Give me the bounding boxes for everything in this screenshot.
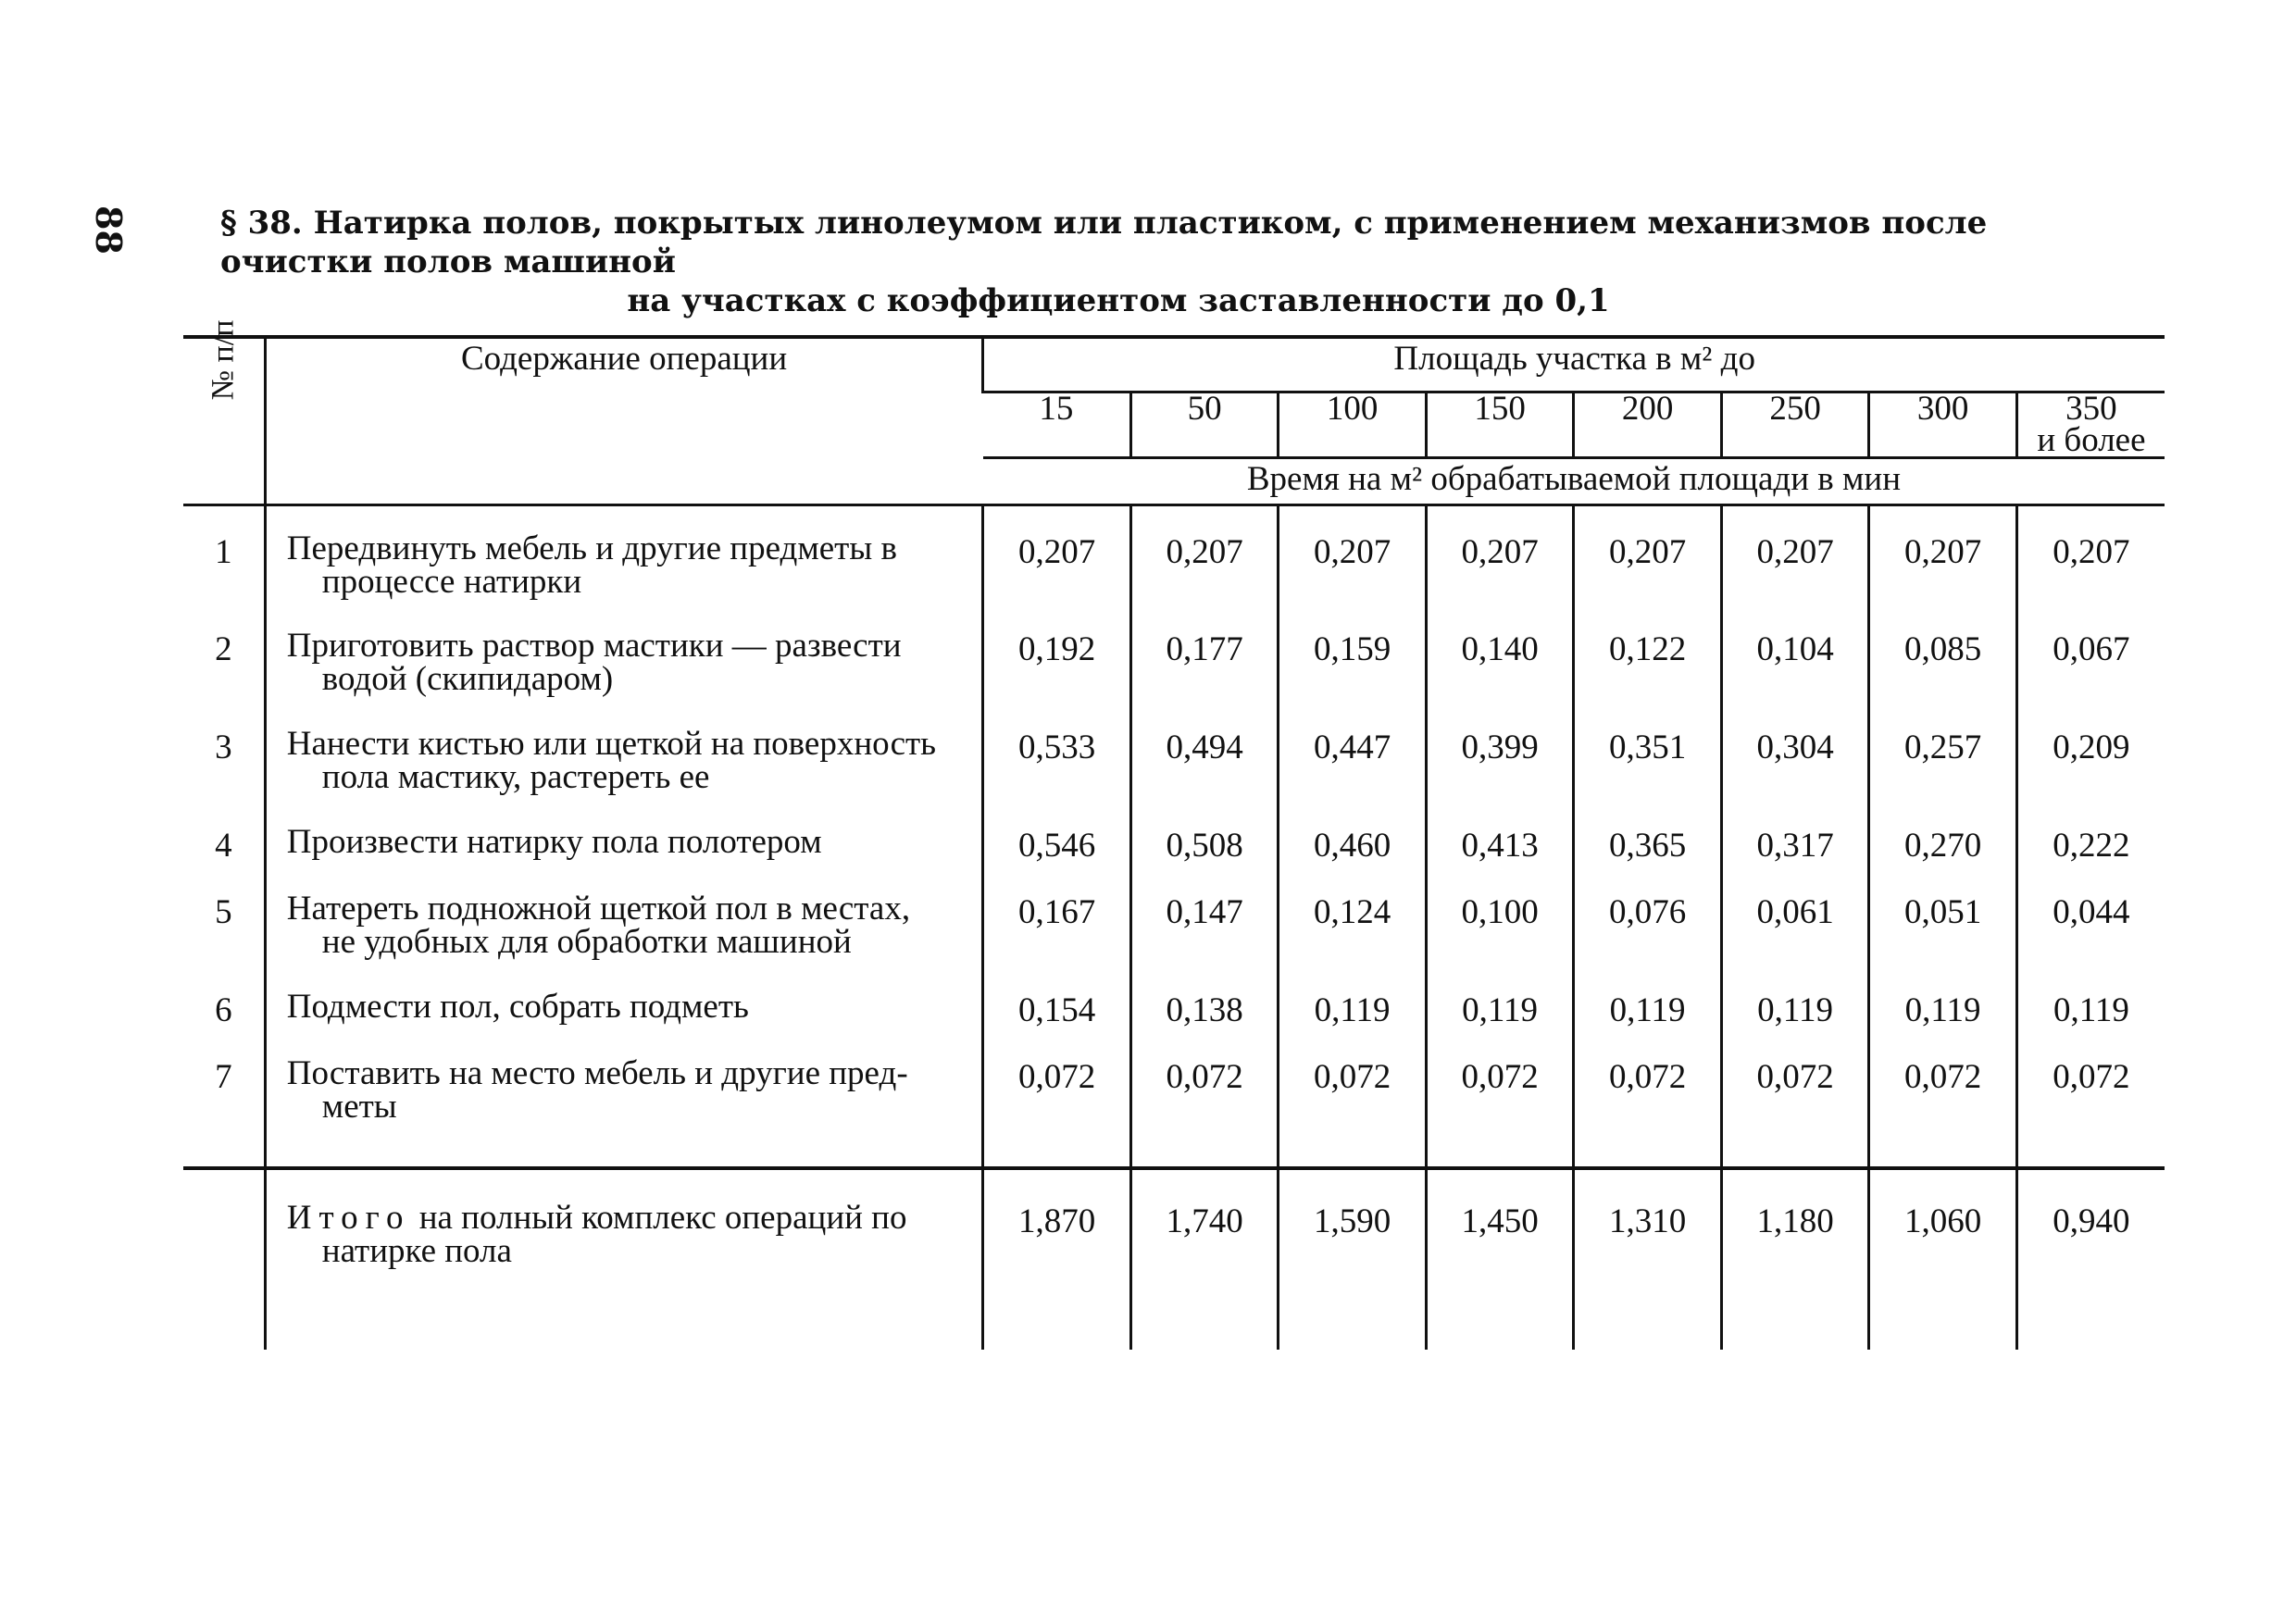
time-value: 0,207	[1279, 505, 1427, 604]
title-line-2: на участках с коэффициентом заставленности до 0,1	[627, 282, 1610, 319]
total-value: 1,310	[1574, 1168, 1722, 1350]
time-value: 0,317	[1721, 800, 1869, 866]
total-value: 1,180	[1721, 1168, 1869, 1350]
total-label	[265, 1168, 983, 1350]
row-number: 4	[215, 826, 232, 865]
time-value: 0,072	[1574, 1031, 1722, 1168]
time-value: 0,072	[1869, 1031, 2017, 1168]
operation-text	[265, 1031, 983, 1168]
time-value: 0,207	[2016, 505, 2165, 604]
operation-line-1: Подмести пол, собрать подметь	[286, 987, 749, 1026]
time-value: 0,140	[1426, 604, 1574, 702]
operation-text	[265, 965, 983, 1031]
time-value: 0,100	[1426, 866, 1574, 965]
operation-line-2: процессе натирки	[321, 563, 582, 601]
header-area-7: 350 и более	[2016, 392, 2165, 458]
operation-line-2: водой (скипидаром)	[321, 659, 614, 698]
operation-text	[265, 604, 983, 702]
row-number: 1	[215, 533, 232, 571]
table-row	[183, 965, 2165, 1031]
time-value: 0,072	[2016, 1031, 2165, 1168]
time-value: 0,546	[983, 800, 1131, 866]
time-value: 0,222	[2016, 800, 2165, 866]
row-number: 7	[215, 1057, 232, 1096]
operation-text	[265, 702, 983, 800]
section-title	[220, 204, 2128, 320]
table-row	[183, 505, 2165, 604]
table-row	[183, 800, 2165, 866]
table-row	[183, 1031, 2165, 1168]
time-value: 0,270	[1869, 800, 2017, 866]
header-area-group: Площадь участка в м² до	[983, 337, 2165, 392]
time-value: 0,061	[1721, 866, 1869, 965]
operation-line-1: Приготовить раствор мастики — развести	[286, 626, 902, 665]
operation-text	[265, 866, 983, 965]
header-area-6: 300	[1869, 392, 2017, 458]
total-value: 1,740	[1130, 1168, 1279, 1350]
time-value: 0,351	[1574, 702, 1722, 800]
operation-line-2: пола мастику, растереть ее	[321, 757, 710, 796]
operation-line-2: не удобных для обработки машиной	[321, 922, 852, 961]
time-value: 0,365	[1574, 800, 1722, 866]
total-value: 1,450	[1426, 1168, 1574, 1350]
time-value: 0,119	[2016, 965, 2165, 1031]
time-value: 0,207	[1130, 505, 1279, 604]
time-value: 0,154	[983, 965, 1131, 1031]
time-value: 0,207	[1721, 505, 1869, 604]
time-value: 0,304	[1721, 702, 1869, 800]
total-value: 1,870	[983, 1168, 1131, 1350]
time-value: 0,413	[1426, 800, 1574, 866]
time-value: 0,085	[1869, 604, 2017, 702]
time-value: 0,447	[1279, 702, 1427, 800]
header-area-5: 250	[1721, 392, 1869, 458]
total-no	[183, 1168, 265, 1350]
time-value: 0,119	[1869, 965, 2017, 1031]
total-label-spaced: Итого	[286, 1198, 411, 1237]
time-value: 0,207	[1869, 505, 2017, 604]
header-area-1: 50	[1130, 392, 1279, 458]
table-row	[183, 866, 2165, 965]
row-number: 2	[215, 629, 232, 668]
operation-line-1: Передвинуть мебель и другие предметы в	[286, 529, 897, 567]
total-value: 1,590	[1279, 1168, 1427, 1350]
time-value: 0,119	[1426, 965, 1574, 1031]
header-area-3: 150	[1426, 392, 1574, 458]
header-no-label: № п/п	[206, 319, 241, 401]
header-time-label: Время на м² обрабатываемой площади в мин	[983, 458, 2165, 505]
header-area-2: 100	[1279, 392, 1427, 458]
time-value: 0,533	[983, 702, 1131, 800]
header-operation: Содержание операции	[265, 337, 983, 505]
operation-line-2: меты	[321, 1087, 397, 1126]
time-value: 0,207	[1426, 505, 1574, 604]
time-value: 0,177	[1130, 604, 1279, 702]
time-value: 0,209	[2016, 702, 2165, 800]
operation-line-1: Произвести натирку пола полотером	[286, 822, 822, 861]
total-value: 0,940	[2016, 1168, 2165, 1350]
time-value: 0,399	[1426, 702, 1574, 800]
total-label-rest: на полный комплекс операций по	[410, 1198, 907, 1237]
time-value: 0,119	[1279, 965, 1427, 1031]
row-number: 5	[215, 892, 232, 931]
total-value: 1,060	[1869, 1168, 2017, 1350]
time-value: 0,257	[1869, 702, 2017, 800]
table-row	[183, 604, 2165, 702]
header-no	[183, 319, 265, 505]
time-value: 0,072	[983, 1031, 1131, 1168]
time-value: 0,460	[1279, 800, 1427, 866]
operation-line-1: Нанести кистью или щеткой на поверхность	[286, 724, 937, 763]
norms-table	[183, 319, 2165, 1350]
time-value: 0,072	[1721, 1031, 1869, 1168]
time-value: 0,124	[1279, 866, 1427, 965]
time-value: 0,072	[1279, 1031, 1427, 1168]
time-value: 0,122	[1574, 604, 1722, 702]
page-number: 88	[88, 205, 130, 255]
time-value: 0,051	[1869, 866, 2017, 965]
time-value: 0,119	[1721, 965, 1869, 1031]
operation-text	[265, 800, 983, 866]
time-value: 0,207	[1574, 505, 1722, 604]
time-value: 0,119	[1574, 965, 1722, 1031]
time-value: 0,104	[1721, 604, 1869, 702]
row-number: 3	[215, 728, 232, 766]
header-area-4: 200	[1574, 392, 1722, 458]
title-line-1: § 38. Натирка полов, покрытых линолеумом или пластиком, с применением механизмов после очистки полов машиной	[220, 205, 1988, 280]
time-value: 0,207	[983, 505, 1131, 604]
operation-text	[265, 505, 983, 604]
row-number: 6	[215, 990, 232, 1029]
time-value: 0,147	[1130, 866, 1279, 965]
time-value: 0,192	[983, 604, 1131, 702]
total-label-line2: натирке пола	[321, 1231, 512, 1270]
time-value: 0,508	[1130, 800, 1279, 866]
time-value: 0,494	[1130, 702, 1279, 800]
time-value: 0,167	[983, 866, 1131, 965]
header-area-0: 15	[1039, 390, 1074, 428]
time-value: 0,072	[1426, 1031, 1574, 1168]
total-row	[183, 1168, 2165, 1350]
time-value: 0,159	[1279, 604, 1427, 702]
operation-line-1: Поставить на место мебель и другие пред-	[286, 1053, 908, 1092]
time-value: 0,138	[1130, 965, 1279, 1031]
time-value: 0,044	[2016, 866, 2165, 965]
operation-line-1: Натереть подножной щеткой пол в местах,	[286, 889, 911, 928]
table-row	[183, 702, 2165, 800]
time-value: 0,072	[1130, 1031, 1279, 1168]
time-value: 0,076	[1574, 866, 1722, 965]
time-value: 0,067	[2016, 604, 2165, 702]
